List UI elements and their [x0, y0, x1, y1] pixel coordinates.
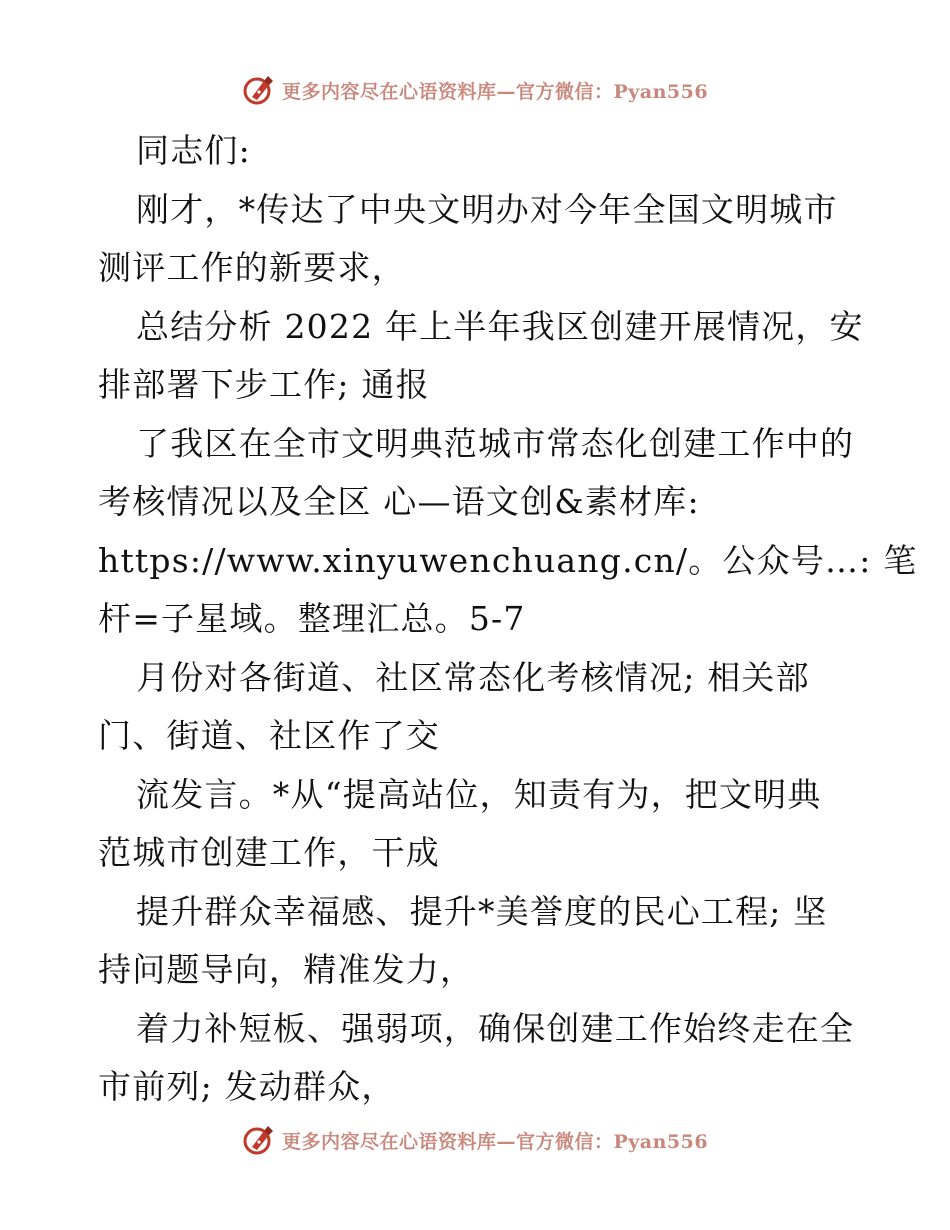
text-line: 杆=子星域。整理汇总。5-7: [98, 599, 526, 638]
document-body: [98, 122, 918, 1117]
footer-banner: [0, 1122, 950, 1158]
footer-banner-text: 更多内容尽在心语资料库—官方微信：Pyan556: [281, 1130, 709, 1153]
pen-nib-logo-icon: [242, 73, 276, 107]
header-banner: [0, 72, 950, 108]
text-line: 流发言。*从“提高站位，知责有为，把文明典: [136, 774, 822, 814]
text-line: 着力补短板、强弱项，确保创建工作始终走在全: [136, 1008, 855, 1048]
text-line: 刚才，*传达了中央文明办对今年全国文明城市: [136, 189, 838, 229]
text-line: 市前列; 发动群众，: [98, 1067, 396, 1106]
text-line: 总结分析 2022 年上半年我区创建开展情况，安: [136, 306, 864, 346]
text-line: 测评工作的新要求，: [98, 248, 406, 287]
text-line: 月份对各街道、社区常态化考核情况; 相关部: [136, 657, 810, 697]
text-line: 排部署下步工作; 通报: [98, 365, 430, 404]
text-line: 了我区在全市文明典范城市常态化创建工作中的: [136, 423, 855, 463]
pen-nib-logo-icon: [242, 1123, 276, 1157]
text-line: 门、街道、社区作了交: [98, 716, 440, 755]
text-line: https://www.xinyuwenchuang.cn/。公众号…: 笔: [98, 540, 918, 580]
text-line: 考核情况以及全区 心—语文创&素材库:: [98, 482, 700, 521]
header-banner-text: 更多内容尽在心语资料库—官方微信：Pyan556: [281, 80, 709, 103]
text-line: 同志们:: [136, 131, 251, 170]
text-line: 提升群众幸福感、提升*美誉度的民心工程; 坚: [136, 891, 828, 931]
text-line: 持问题导向，精准发力，: [98, 950, 475, 989]
text-line: 范城市创建工作，干成: [98, 833, 440, 872]
